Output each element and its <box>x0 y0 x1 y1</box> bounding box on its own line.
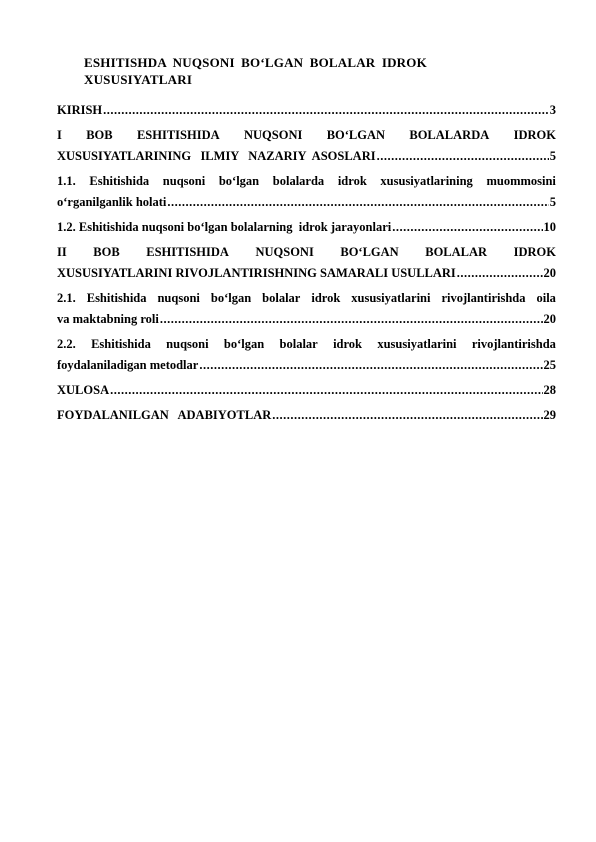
toc-entry-line-1: I BOB ESHITISHIDA NUQSONI BO‘LGAN BOLALARDA IDROK <box>57 128 556 142</box>
dot-leader <box>160 309 543 330</box>
dot-leader <box>199 355 542 376</box>
toc-page-number: 3 <box>549 103 556 117</box>
toc-entry-chapter-1[interactable] <box>57 125 556 167</box>
toc-entry-label: XULOSA <box>57 383 110 397</box>
toc-entry-label: XUSUSIYATLARINING ILMIY NAZARIY ASOSLARI <box>57 149 376 163</box>
document-title-line-1: ESHITISHDA NUQSONI BO‘LGAN BOLALAR IDROK <box>84 55 427 70</box>
toc-entry-kirish[interactable] <box>57 100 556 121</box>
toc-entry-label: KIRISH <box>57 103 103 117</box>
dot-leader <box>167 192 548 213</box>
toc-entry-section-1-1[interactable] <box>57 171 556 213</box>
toc-entry-label: FOYDALANILGAN ADABIYOTLAR <box>57 408 272 422</box>
toc-entry-section-1-2[interactable] <box>57 217 556 238</box>
table-of-contents <box>57 97 556 426</box>
toc-page-number: 20 <box>543 312 556 326</box>
toc-page-number: 29 <box>543 408 556 422</box>
dot-leader <box>457 263 543 284</box>
toc-entry-line-1: 2.2. Eshitishida nuqsoni bo‘lgan bolalar idrok xususiyatlarini rivojlantirishda <box>57 337 556 351</box>
toc-entry-adabiyotlar[interactable] <box>57 405 556 426</box>
toc-entry-label: foydalaniladigan metodlar <box>57 358 199 372</box>
toc-entry-xulosa[interactable] <box>57 380 556 401</box>
dot-leader <box>110 380 542 401</box>
document-title <box>84 54 484 88</box>
toc-entry-line-1: 2.1. Eshitishida nuqsoni bo‘lgan bolalar idrok xususiyatlarini rivojlantirishda oila <box>57 291 556 305</box>
toc-page-number: 28 <box>543 383 556 397</box>
toc-entry-label: XUSUSIYATLARINI RIVOJLANTIRISHNING SAMARALI USULLARI <box>57 266 456 280</box>
toc-entry-chapter-2[interactable] <box>57 242 556 284</box>
toc-entry-section-2-1[interactable] <box>57 288 556 330</box>
toc-entry-label: 1.2. Eshitishida nuqsoni bo‘lgan bolalarning idrok jarayonlari <box>57 220 392 234</box>
dot-leader <box>392 217 542 238</box>
toc-page-number: 20 <box>543 266 556 280</box>
toc-page-number: 5 <box>549 195 556 209</box>
toc-entry-label: o‘rganilganlik holati <box>57 195 167 209</box>
dot-leader <box>103 100 549 121</box>
toc-page-number: 25 <box>543 358 556 372</box>
toc-entry-section-2-2[interactable] <box>57 334 556 376</box>
toc-entry-label: va maktabning roli <box>57 312 159 326</box>
toc-page-number: 10 <box>543 220 556 234</box>
toc-entry-line-1: 1.1. Eshitishida nuqsoni bo‘lgan bolalarda idrok xususiyatlarining muommosini <box>57 174 556 188</box>
dot-leader <box>272 405 542 426</box>
toc-page-number: 5 <box>549 149 556 163</box>
dot-leader <box>377 146 549 167</box>
document-title-line-2: XUSUSIYATLARI <box>84 72 193 87</box>
toc-entry-line-1: II BOB ESHITISHIDA NUQSONI BO‘LGAN BOLALAR IDROK <box>57 245 556 259</box>
